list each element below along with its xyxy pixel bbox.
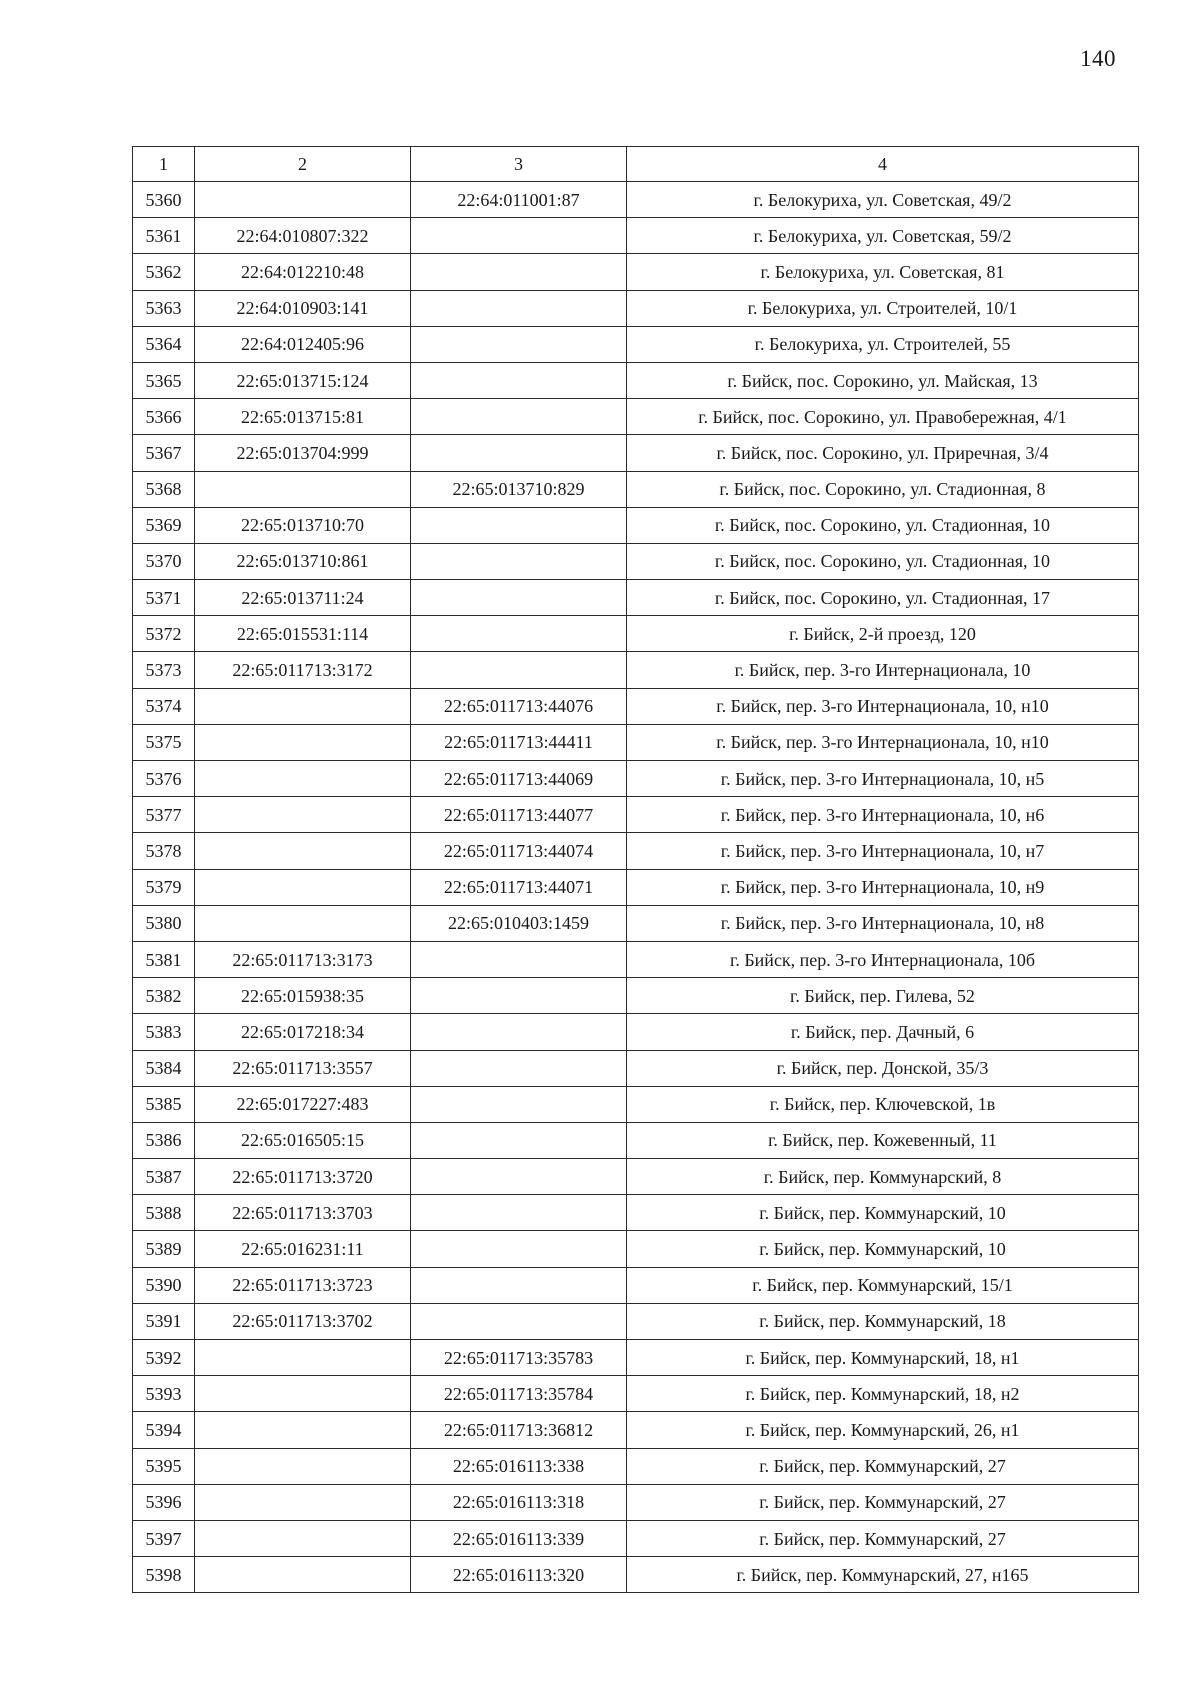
cadastral-number-alt-cell: 22:65:011713:44076 — [411, 688, 627, 724]
row-number-cell: 5366 — [133, 399, 195, 435]
cadastral-number-alt-cell: 22:65:011713:44411 — [411, 724, 627, 760]
address-cell: г. Бийск, пер. Кожевенный, 11 — [627, 1122, 1139, 1158]
cadastral-number-cell: 22:65:011713:3172 — [195, 652, 411, 688]
cadastral-number-alt-cell: 22:65:016113:320 — [411, 1557, 627, 1593]
address-cell: г. Бийск, пер. Коммунарский, 27 — [627, 1448, 1139, 1484]
table-row — [133, 1122, 1139, 1158]
table-row — [133, 580, 1139, 616]
address-cell: г. Бийск, пер. Коммунарский, 10 — [627, 1231, 1139, 1267]
table-row — [133, 435, 1139, 471]
row-number-cell: 5381 — [133, 941, 195, 977]
row-number-cell: 5362 — [133, 254, 195, 290]
cadastral-number-alt-cell — [411, 507, 627, 543]
address-cell: г. Бийск, пер. Коммунарский, 27 — [627, 1484, 1139, 1520]
cadastral-number-alt-cell — [411, 218, 627, 254]
address-cell: г. Бийск, пер. Коммунарский, 26, н1 — [627, 1412, 1139, 1448]
cadastral-number-alt-cell — [411, 941, 627, 977]
address-cell: г. Бийск, пер. 3-го Интернационала, 10, н9 — [627, 869, 1139, 905]
cadastral-number-alt-cell: 22:65:013710:829 — [411, 471, 627, 507]
cadastral-number-cell: 22:65:013704:999 — [195, 435, 411, 471]
cadastral-number-cell — [195, 1376, 411, 1412]
cadastral-number-alt-cell: 22:65:011713:44074 — [411, 833, 627, 869]
row-number-cell: 5376 — [133, 761, 195, 797]
cadastral-number-alt-cell — [411, 1086, 627, 1122]
address-cell: г. Бийск, пер. Коммунарский, 18, н1 — [627, 1340, 1139, 1376]
table-row — [133, 1267, 1139, 1303]
cadastral-number-cell: 22:65:013715:81 — [195, 399, 411, 435]
cadastral-number-alt-cell — [411, 1195, 627, 1231]
table-row — [133, 362, 1139, 398]
cadastral-number-alt-cell: 22:65:011713:36812 — [411, 1412, 627, 1448]
cadastral-number-cell — [195, 1412, 411, 1448]
cadastral-number-cell: 22:65:015938:35 — [195, 978, 411, 1014]
cadastral-number-cell: 22:65:016505:15 — [195, 1122, 411, 1158]
table-row — [133, 1484, 1139, 1520]
cadastral-number-alt-cell — [411, 543, 627, 579]
address-cell: г. Белокуриха, ул. Советская, 59/2 — [627, 218, 1139, 254]
address-cell: г. Бийск, пер. 3-го Интернационала, 10б — [627, 941, 1139, 977]
address-cell: г. Бийск, пос. Сорокино, ул. Правобережная, 4/1 — [627, 399, 1139, 435]
table-row — [133, 797, 1139, 833]
cadastral-number-alt-cell: 22:65:016113:318 — [411, 1484, 627, 1520]
row-number-cell: 5382 — [133, 978, 195, 1014]
row-number-cell: 5378 — [133, 833, 195, 869]
address-cell: г. Бийск, пер. 3-го Интернационала, 10, н5 — [627, 761, 1139, 797]
address-cell: г. Белокуриха, ул. Строителей, 55 — [627, 326, 1139, 362]
cadastral-number-alt-cell — [411, 1122, 627, 1158]
address-cell: г. Бийск, пос. Сорокино, ул. Стадионная, 17 — [627, 580, 1139, 616]
cadastral-number-cell: 22:65:011713:3723 — [195, 1267, 411, 1303]
row-number-cell: 5363 — [133, 290, 195, 326]
address-cell: г. Бийск, пер. Коммунарский, 18 — [627, 1303, 1139, 1339]
table-row — [133, 905, 1139, 941]
table-row — [133, 182, 1139, 218]
row-number-cell: 5360 — [133, 182, 195, 218]
row-number-cell: 5367 — [133, 435, 195, 471]
address-cell: г. Бийск, пер. Дачный, 6 — [627, 1014, 1139, 1050]
header-row — [133, 147, 1139, 182]
table-row — [133, 652, 1139, 688]
address-cell: г. Бийск, пос. Сорокино, ул. Стадионная, 10 — [627, 507, 1139, 543]
cadastral-number-cell — [195, 869, 411, 905]
address-cell: г. Бийск, пер. Коммунарский, 18, н2 — [627, 1376, 1139, 1412]
row-number-cell: 5374 — [133, 688, 195, 724]
table-row — [133, 1376, 1139, 1412]
row-number-cell: 5389 — [133, 1231, 195, 1267]
address-cell: г. Бийск, пер. 3-го Интернационала, 10, н6 — [627, 797, 1139, 833]
table-row — [133, 399, 1139, 435]
address-cell: г. Белокуриха, ул. Советская, 81 — [627, 254, 1139, 290]
cadastral-number-cell: 22:65:013711:24 — [195, 580, 411, 616]
address-cell: г. Бийск, пер. Ключевской, 1в — [627, 1086, 1139, 1122]
row-number-cell: 5379 — [133, 869, 195, 905]
cadastral-number-cell — [195, 1448, 411, 1484]
cadastral-number-alt-cell — [411, 1267, 627, 1303]
cadastral-number-alt-cell: 22:65:011713:35784 — [411, 1376, 627, 1412]
table-row — [133, 507, 1139, 543]
address-cell: г. Бийск, пер. 3-го Интернационала, 10, н8 — [627, 905, 1139, 941]
row-number-cell: 5394 — [133, 1412, 195, 1448]
address-cell: г. Бийск, пер. Коммунарский, 27 — [627, 1520, 1139, 1556]
cadastral-number-cell — [195, 724, 411, 760]
table-row — [133, 1303, 1139, 1339]
cadastral-number-cell: 22:65:015531:114 — [195, 616, 411, 652]
row-number-cell: 5388 — [133, 1195, 195, 1231]
table-row — [133, 1412, 1139, 1448]
row-number-cell: 5395 — [133, 1448, 195, 1484]
cadastral-number-alt-cell — [411, 362, 627, 398]
table-row — [133, 471, 1139, 507]
table-row — [133, 616, 1139, 652]
table-row — [133, 1448, 1139, 1484]
cadastral-number-alt-cell — [411, 1014, 627, 1050]
address-cell: г. Бийск, пер. 3-го Интернационала, 10, н10 — [627, 724, 1139, 760]
cadastral-number-cell — [195, 1340, 411, 1376]
table-row — [133, 724, 1139, 760]
row-number-cell: 5392 — [133, 1340, 195, 1376]
cadastral-number-cell — [195, 688, 411, 724]
cadastral-number-alt-cell — [411, 399, 627, 435]
address-cell: г. Бийск, пер. Донской, 35/3 — [627, 1050, 1139, 1086]
cadastral-number-alt-cell — [411, 580, 627, 616]
row-number-cell: 5398 — [133, 1557, 195, 1593]
cadastral-number-cell: 22:64:012405:96 — [195, 326, 411, 362]
row-number-cell: 5380 — [133, 905, 195, 941]
cadastral-number-alt-cell — [411, 1231, 627, 1267]
cadastral-number-alt-cell — [411, 254, 627, 290]
cadastral-number-cell — [195, 1484, 411, 1520]
cadastral-number-alt-cell: 22:65:016113:338 — [411, 1448, 627, 1484]
table-row — [133, 1340, 1139, 1376]
cadastral-number-alt-cell: 22:64:011001:87 — [411, 182, 627, 218]
table-row — [133, 1195, 1139, 1231]
row-number-cell: 5370 — [133, 543, 195, 579]
row-number-cell: 5373 — [133, 652, 195, 688]
cadastral-number-cell — [195, 833, 411, 869]
table-row — [133, 218, 1139, 254]
address-cell: г. Бийск, пер. Коммунарский, 10 — [627, 1195, 1139, 1231]
column-header: 2 — [195, 147, 411, 182]
address-cell: г. Бийск, пос. Сорокино, ул. Стадионная, 8 — [627, 471, 1139, 507]
row-number-cell: 5364 — [133, 326, 195, 362]
address-cell: г. Белокуриха, ул. Строителей, 10/1 — [627, 290, 1139, 326]
table-row — [133, 326, 1139, 362]
cadastral-number-cell — [195, 1557, 411, 1593]
cadastral-number-cell: 22:65:017227:483 — [195, 1086, 411, 1122]
row-number-cell: 5383 — [133, 1014, 195, 1050]
address-cell: г. Бийск, пер. Коммунарский, 27, н165 — [627, 1557, 1139, 1593]
cadastral-number-alt-cell — [411, 1303, 627, 1339]
cadastral-number-alt-cell — [411, 1050, 627, 1086]
cadastral-number-alt-cell — [411, 652, 627, 688]
row-number-cell: 5387 — [133, 1159, 195, 1195]
address-cell: г. Бийск, пос. Сорокино, ул. Майская, 13 — [627, 362, 1139, 398]
table-row — [133, 978, 1139, 1014]
cadastral-number-alt-cell — [411, 1159, 627, 1195]
table-body — [133, 182, 1139, 1593]
cadastral-number-alt-cell — [411, 978, 627, 1014]
row-number-cell: 5361 — [133, 218, 195, 254]
page-number: 140 — [1080, 46, 1116, 71]
row-number-cell: 5386 — [133, 1122, 195, 1158]
row-number-cell: 5372 — [133, 616, 195, 652]
cadastral-number-alt-cell — [411, 290, 627, 326]
address-cell: г. Бийск, пер. 3-го Интернационала, 10 — [627, 652, 1139, 688]
cadastral-number-cell: 22:65:011713:3173 — [195, 941, 411, 977]
row-number-cell: 5371 — [133, 580, 195, 616]
address-cell: г. Белокуриха, ул. Советская, 49/2 — [627, 182, 1139, 218]
table-row — [133, 1520, 1139, 1556]
cadastral-number-alt-cell: 22:65:016113:339 — [411, 1520, 627, 1556]
row-number-cell: 5393 — [133, 1376, 195, 1412]
table-row — [133, 1014, 1139, 1050]
address-cell: г. Бийск, пер. Коммунарский, 8 — [627, 1159, 1139, 1195]
cadastral-number-cell — [195, 905, 411, 941]
address-cell: г. Бийск, пер. 3-го Интернационала, 10, н10 — [627, 688, 1139, 724]
cadastral-number-cell — [195, 797, 411, 833]
row-number-cell: 5390 — [133, 1267, 195, 1303]
cadastral-number-cell: 22:64:010807:322 — [195, 218, 411, 254]
column-header: 1 — [133, 147, 195, 182]
cadastral-number-cell — [195, 182, 411, 218]
table-row — [133, 688, 1139, 724]
column-header: 4 — [627, 147, 1139, 182]
table-row — [133, 1231, 1139, 1267]
address-cell: г. Бийск, пер. 3-го Интернационала, 10, н7 — [627, 833, 1139, 869]
cadastral-number-alt-cell — [411, 435, 627, 471]
cadastral-number-cell: 22:64:012210:48 — [195, 254, 411, 290]
address-cell: г. Бийск, пос. Сорокино, ул. Приречная, 3/4 — [627, 435, 1139, 471]
address-cell: г. Бийск, пер. Коммунарский, 15/1 — [627, 1267, 1139, 1303]
table-row — [133, 1086, 1139, 1122]
table-row — [133, 833, 1139, 869]
cadastral-number-cell: 22:65:013710:861 — [195, 543, 411, 579]
cadastral-number-cell: 22:65:017218:34 — [195, 1014, 411, 1050]
cadastral-number-cell — [195, 761, 411, 797]
table-row — [133, 1159, 1139, 1195]
cadastral-number-cell: 22:65:011713:3720 — [195, 1159, 411, 1195]
registry-table — [132, 146, 1139, 1593]
cadastral-number-cell: 22:65:013715:124 — [195, 362, 411, 398]
row-number-cell: 5397 — [133, 1520, 195, 1556]
row-number-cell: 5396 — [133, 1484, 195, 1520]
row-number-cell: 5368 — [133, 471, 195, 507]
cadastral-number-alt-cell: 22:65:011713:44071 — [411, 869, 627, 905]
table-row — [133, 1050, 1139, 1086]
table-row — [133, 543, 1139, 579]
row-number-cell: 5365 — [133, 362, 195, 398]
row-number-cell: 5384 — [133, 1050, 195, 1086]
table-row — [133, 941, 1139, 977]
address-cell: г. Бийск, 2-й проезд, 120 — [627, 616, 1139, 652]
table-row — [133, 254, 1139, 290]
cadastral-number-cell — [195, 1520, 411, 1556]
cadastral-number-cell — [195, 471, 411, 507]
row-number-cell: 5375 — [133, 724, 195, 760]
cadastral-number-alt-cell — [411, 616, 627, 652]
row-number-cell: 5377 — [133, 797, 195, 833]
table-row — [133, 869, 1139, 905]
cadastral-number-cell: 22:65:013710:70 — [195, 507, 411, 543]
cadastral-number-alt-cell: 22:65:011713:44069 — [411, 761, 627, 797]
cadastral-number-cell: 22:65:016231:11 — [195, 1231, 411, 1267]
cadastral-number-cell: 22:65:011713:3702 — [195, 1303, 411, 1339]
row-number-cell: 5391 — [133, 1303, 195, 1339]
table-row — [133, 1557, 1139, 1593]
cadastral-number-cell: 22:64:010903:141 — [195, 290, 411, 326]
cadastral-number-alt-cell: 22:65:011713:44077 — [411, 797, 627, 833]
cadastral-number-cell: 22:65:011713:3557 — [195, 1050, 411, 1086]
table-row — [133, 290, 1139, 326]
cadastral-number-cell: 22:65:011713:3703 — [195, 1195, 411, 1231]
cadastral-number-alt-cell: 22:65:011713:35783 — [411, 1340, 627, 1376]
column-header: 3 — [411, 147, 627, 182]
address-cell: г. Бийск, пер. Гилева, 52 — [627, 978, 1139, 1014]
table-row — [133, 761, 1139, 797]
cadastral-number-alt-cell: 22:65:010403:1459 — [411, 905, 627, 941]
row-number-cell: 5369 — [133, 507, 195, 543]
cadastral-number-alt-cell — [411, 326, 627, 362]
row-number-cell: 5385 — [133, 1086, 195, 1122]
address-cell: г. Бийск, пос. Сорокино, ул. Стадионная, 10 — [627, 543, 1139, 579]
